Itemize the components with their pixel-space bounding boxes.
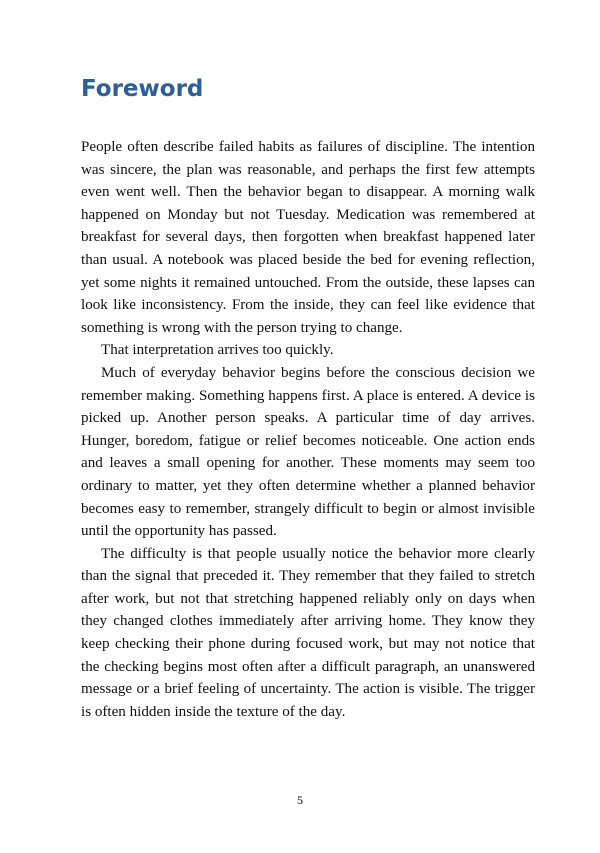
paragraph-2: That interpretation arrives too quickly. [101, 342, 334, 359]
paragraph-4: The difficulty is that people usually notice the behavior more clearly than the signal that preceded it. They remember that they failed to stretch after work, but not that stretching happened reliably only on days when they changed clothes immediately after arriving home. They know they keep checking their phone during focused work, but may not notice that the checking begins most often after a difficult paragraph, an unanswered message or a brief feeling of uncertainty. The action is visible. The trigger is often hidden inside the texture of the day. [81, 545, 535, 720]
paragraph-1: People often describe failed habits as failures of discipline. The intention was sincere, the plan was reasonable, and perhaps the first few attempts even went well. Then the behavior began to disappear. A morning walk happened on Monday but not Tuesday. Medication was remembered at breakfast for several days, then forgotten when breakfast happened later than usual. A notebook was placed beside the bed for evening reflection, yet some nights it remained untouched. From the outside, these lapses can look like inconsistency. From the inside, they can feel like evidence that something is wrong with the person trying to change. [81, 139, 535, 336]
chapter-heading: Foreword [81, 76, 204, 102]
body-text [81, 136, 535, 723]
page-number: 5 [297, 793, 303, 807]
paragraph-3: Much of everyday behavior begins before the conscious decision we remember making. Something happens first. A place is entered. A device is picked up. Another person speaks. A particular time of day arrives. Hunger, boredom, fatigue or relief becomes noticeable. One action ends and leaves a small opening for another. These moments may seem too ordinary to matter, yet they often determine whether a planned behavior becomes easy to remember, strangely difficult to begin or almost invisible until the opportunity has passed. [81, 364, 535, 540]
